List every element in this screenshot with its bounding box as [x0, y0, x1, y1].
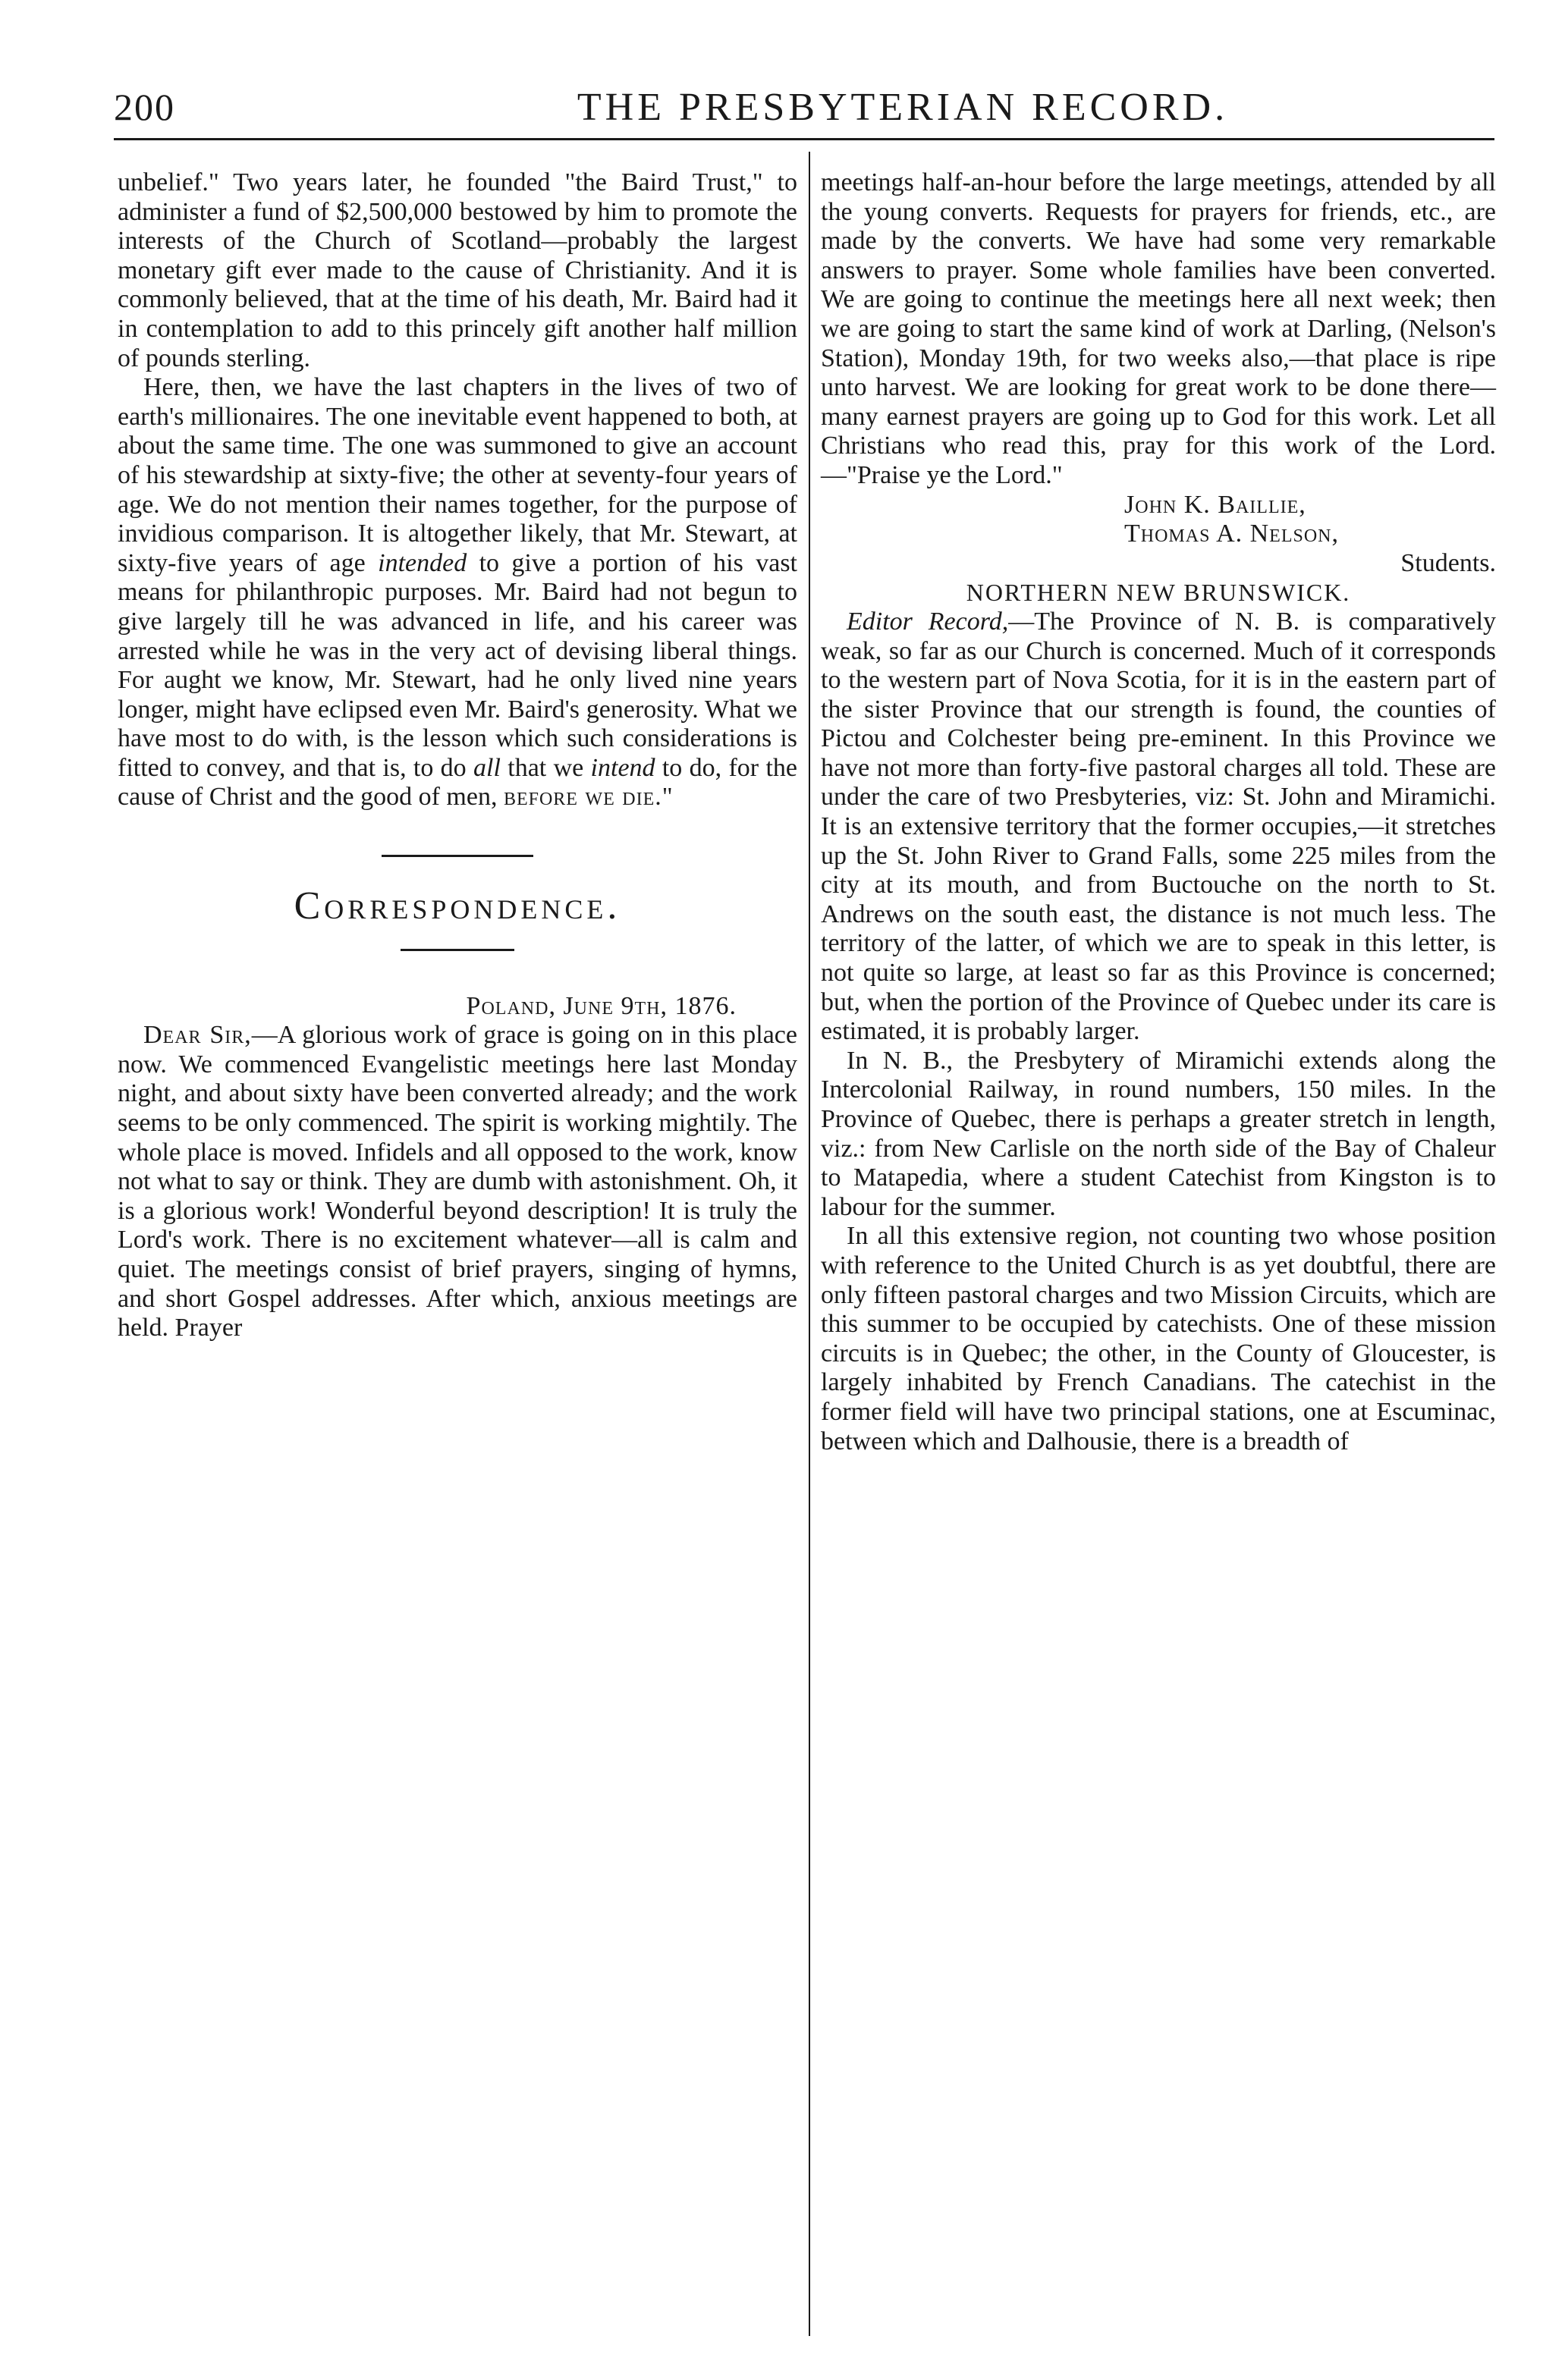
italic-text: all: [473, 753, 501, 782]
article-paragraph: In N. B., the Presbytery of Miramichi extends along the Intercolonial Railway, in round numbers, 150 miles. In the Province of Quebec, there is perhaps a greater stretch in length, viz.: from New Carlisle on the north side of the Bay of Chaleur to Matapedia, where a student Catechist from Kingston is to labour for the summer.: [821, 1046, 1496, 1221]
text-run: to give a portion of his vast means for philanthropic purposes. Mr. Baird had not begun to give largely till he was advanced in life, and his career was arrested while he was in the very act of devising liberal things. For aught we know, Mr. Stewart, had he only lived nine years longer, might have eclipsed even Mr. Baird's generosity. What we have most to do with, is the lesson which such considerations is fitted to convey, and that is, to do: [118, 548, 798, 782]
letter-dateline: Poland, June 9th, 1876.: [466, 991, 737, 1020]
section-divider: [401, 949, 514, 951]
small-caps-text: before we die.": [503, 783, 674, 812]
text-run: Here, then, we have the last chapters in the lives of two of earth's millionaires. The one inevitable event happened to both, at about the same time. The one was summoned to give an account of his stewardship at sixty-five; the other at seventy-four years of age. We do not mention their names together, for the purpose of invidious comparison. It is altogether likely, that Mr. Stewart, at sixty-five years of age: [118, 373, 797, 577]
left-column: [118, 168, 797, 1343]
text-run: —A glorious work of grace is going on in this place now. We commenced Evangelistic meetings here last Monday night, and about sixty have been converted already; and the work seems to be only commenced. The spirit is working mightily. The whole place is moved. Infidels and all opposed to the work, know not what to say or think. They are dumb with astonishment. Oh, it is a glorious work! Wonderful beyond description! It is truly the Lord's work. There is no excitement whatever—all is calm and quiet. The meetings consist of brief prayers, singing of hymns, and short Gospel addresses. After which, anxious meetings are held. Prayer: [118, 1021, 797, 1342]
page-header: [114, 70, 1494, 138]
letter-signature: John K. Baillie,: [1124, 490, 1306, 519]
letter-salutation: Editor Record,: [847, 607, 1009, 636]
text-run: to do, for the cause of Christ and the good of men,: [118, 753, 797, 812]
page-number: 200: [114, 86, 175, 128]
section-divider: [382, 855, 533, 857]
article-paragraph: [118, 373, 797, 812]
text-run: that we: [500, 753, 591, 782]
article-heading: NORTHERN NEW BRUNSWICK.: [966, 579, 1351, 607]
italic-text: intend: [590, 753, 655, 782]
article-paragraph: [821, 608, 1496, 1047]
text-run: —The Province of N. B. is comparatively weak, so far as our Church is concerned. Much of it corresponds to the western part of Nova Scotia, for it is in the eastern part of the sister Province that our strength is found, the counties of Pictou and Colchester being pre-eminent. In this Province we have not more than forty-five pastoral charges all told. These are under the care of two Presbyteries, viz: St. John and Miramichi. It is an extensive territory that the former occupies,—it stretches up the St. John River to Grand Falls, some 225 miles from the city at its mouth, and from Buctouche on the north to St. Andrews on the south east, the distance is not much less. The territory of the latter, of which we are to speak in this letter, is not quite so large, at least so far as this Province is concerned; but, when the portion of the Province of Quebec under its care is estimated, it is probably larger.: [821, 607, 1497, 1046]
journal-title: THE PRESBYTERIAN RECORD.: [577, 86, 1229, 129]
letter-paragraph: meetings half-an-hour before the large meetings, attended by all the young converts. Requests for prayers for friends, etc., are made by the converts. We have had some very remarkable answers to prayer. Some whole families have been converted. We are going to continue the meetings here all next week; then we are going to start the same kind of work at Darling, (Nelson's Station), Monday 19th, for two weeks also,—that place is ripe unto harvest. We are looking for great work to be done there—many earnest prayers are going up to God for this work. Let all Christians who read this, pray for this work of the Lord.—"Praise ye the Lord.": [821, 168, 1496, 489]
letter-salutation: Dear Sir,: [143, 1021, 252, 1050]
letter-paragraph: [118, 1021, 797, 1343]
letter-signature: Thomas A. Nelson,: [1124, 520, 1340, 548]
right-column: [821, 168, 1496, 1456]
article-paragraph: In all this extensive region, not counting two whose position with reference to the United Church is as yet doubtful, there are only fifteen pastoral charges and two Mission Circuits, which are this summer to be occupied by catechists. One of these mission circuits is in Quebec; the other, in the County of Gloucester, is largely inhabited by French Canadians. The catechist in the former field will have two principal stations, one at Escuminac, between which and Dalhousie, there is a breadth of: [821, 1222, 1496, 1455]
section-heading: Correspondence.: [294, 884, 621, 928]
italic-text: intended: [378, 548, 467, 577]
letter-signature: Students.: [1400, 548, 1496, 577]
header-rule: [114, 138, 1494, 140]
article-paragraph: unbelief." Two years later, he founded "the Baird Trust," to administer a fund of $2,500,000 bestowed by him to promote the interests of the Church of Scotland—probably the largest monetary gift ever made to the cause of Christianity. And it is commonly believed, that at the time of his death, Mr. Baird had it in contemplation to add to this princely gift another half million of pounds sterling.: [118, 168, 797, 372]
column-separator: [809, 152, 810, 2336]
